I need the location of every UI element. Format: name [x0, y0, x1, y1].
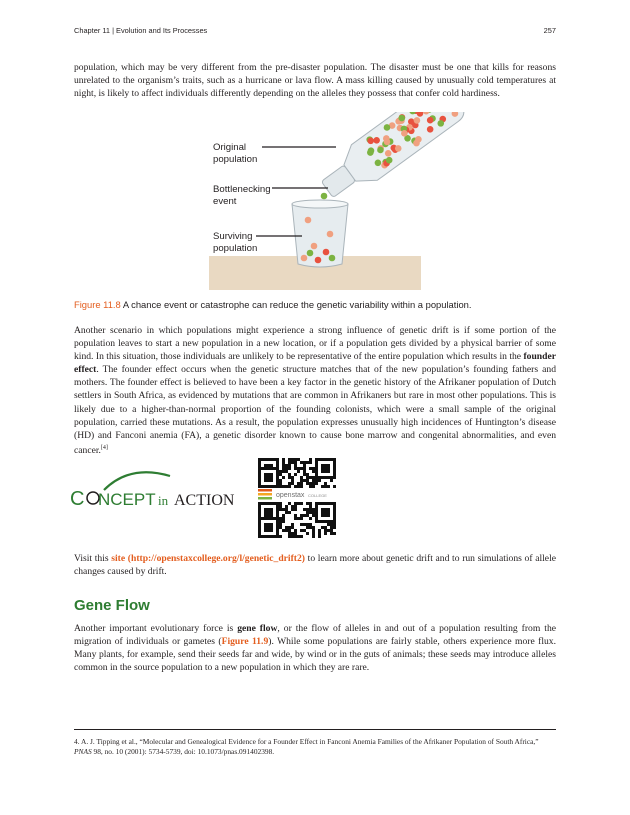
allele-bead [383, 135, 390, 142]
allele-bead [395, 145, 402, 152]
allele-bead [386, 157, 393, 164]
label-bottleneck: Bottlenecking [213, 184, 271, 195]
logo-ncept: NCEPT [98, 490, 156, 509]
figure-caption [74, 299, 556, 310]
allele-bead [377, 147, 384, 154]
allele-bead [375, 159, 382, 166]
label-original: Original [213, 142, 247, 153]
openstax-text: openstax [276, 492, 305, 499]
footnote-ref[interactable]: [4] [100, 444, 108, 451]
term-gene-flow: gene flow [237, 623, 278, 634]
section-heading-gene-flow: Gene Flow [74, 597, 150, 614]
figure-11-9-link[interactable]: Figure 11.9 [221, 636, 269, 648]
gene-flow-text-3: ). While some populations are fairly stable, others experience more flux. Many plants, for example, send their seeds far and wide, by wind or in the guts of animals; these seeds may introduce alleles common in the source population to a new population in which they are rare. [74, 636, 556, 674]
genetic-drift-link[interactable]: site (http://openstaxcollege.org/l/genetic_drift2) [111, 553, 305, 564]
qr-code-top[interactable] [258, 458, 336, 488]
term-founder-effect: founder effect [74, 351, 556, 376]
allele-bead [408, 118, 415, 125]
paragraph-gene-flow [74, 622, 556, 674]
running-header-chapter: Chapter 11 | Evolution and Its Processes [74, 26, 208, 35]
allele-bead [327, 231, 334, 238]
allele-bead [367, 149, 374, 156]
allele-bead [311, 243, 318, 250]
label-bottleneck-2: event [213, 196, 237, 207]
figure-caption-text: A chance event or catastrophe can reduce the genetic variability within a population. [120, 299, 472, 310]
footnote-4 [74, 737, 556, 757]
footnote-text-2: 98, no. 10 (2001): 5734-5739, doi: 10.1073/pnas.091402398. [91, 747, 275, 756]
founder-text-2: . The founder effect occurs when the genetic structure matches that of the new population’s founding fathers and mothers. The founder effect is believed to have been a key factor in the genetic history of the Afrikaner population of Dutch settlers in South Africa, as evidenced by mutations that are common in Afrikaners but rare in most other populations. This is likely due to a higher-than-normal proportion of the founding colonists, which were a small sample of the original population, carried these mutations. As a result, the population expresses unusually high incidences of Huntington’s disease (HD) and Fanconi anemia (FA), a genetic disorder known to cause bone marrow and congenital abnormalities, and even cancer. [74, 364, 556, 457]
gene-flow-text-1: Another important evolutionary force is [74, 623, 238, 634]
allele-bead [305, 217, 312, 224]
allele-bead [323, 249, 330, 256]
gene-flow-text-2: , or the flow of alleles in and out of a population resulting from the migration of individuals or gametes ( [74, 623, 556, 648]
bottleneck-figure [74, 112, 556, 290]
footnote-text-1: 4. A. J. Tipping et al., “Molecular and Genealogical Evidence for a Founder Effect in Fanconi Anemia Families of the Afrikaner Population of South Africa,” [74, 737, 539, 746]
logo-c: C [70, 488, 85, 510]
paragraph-visit-site [74, 552, 556, 578]
allele-bead [315, 257, 322, 264]
allele-bead [384, 124, 391, 131]
allele-bead [414, 117, 421, 124]
footnote-divider [74, 729, 556, 730]
allele-bead [385, 150, 392, 157]
label-original-2: population [213, 154, 258, 165]
page-number: 257 [543, 26, 556, 35]
qr-code-bottom[interactable] [258, 502, 336, 538]
allele-bead [301, 255, 308, 262]
concept-in-action-logo [70, 470, 240, 520]
label-surviving: Surviving [213, 231, 253, 242]
college-text: COLLEGE [308, 493, 327, 498]
paragraph-founder-effect [74, 324, 556, 457]
allele-bead [367, 138, 374, 145]
visit-text-1: Visit this [74, 553, 112, 564]
allele-bead [413, 140, 420, 147]
allele-bead [437, 120, 444, 127]
paragraph-disaster: population, which may be very different from the pre-disaster population. The disaster must be one that kills for reasons unrelated to the organism’s traits, such as a hurricane or lava flow. A mass killing caused by unusually cold temperatures at night, is likely to affect individuals differently depending on the alleles they possess that confer cold hardiness. [74, 62, 556, 100]
label-surviving-2: population [213, 243, 258, 254]
allele-bead [373, 137, 380, 144]
allele-bead [321, 193, 328, 200]
allele-bead [307, 250, 314, 257]
allele-bead [398, 115, 405, 122]
allele-bead [427, 126, 434, 133]
allele-bead [401, 130, 408, 137]
openstax-logo [258, 488, 338, 500]
allele-bead [329, 255, 336, 262]
figure-number: Figure 11.8 [74, 299, 121, 310]
founder-text-1: Another scenario in which populations might experience a strong influence of genetic drift is if some portion of the population leaves to start a new population in a new location, or if a population gets divided by a physical barrier of some kind. In this situation, those individuals are unlikely to be representative of the entire population which results in the [74, 325, 556, 363]
visit-text-2: to learn more about genetic drift and to run simulations of allele changes caused by drift. [74, 553, 556, 578]
allele-bead [427, 117, 434, 124]
footnote-journal: PNAS [74, 747, 92, 756]
logo-in: in [158, 493, 169, 508]
logo-action: ACTION [174, 492, 235, 509]
